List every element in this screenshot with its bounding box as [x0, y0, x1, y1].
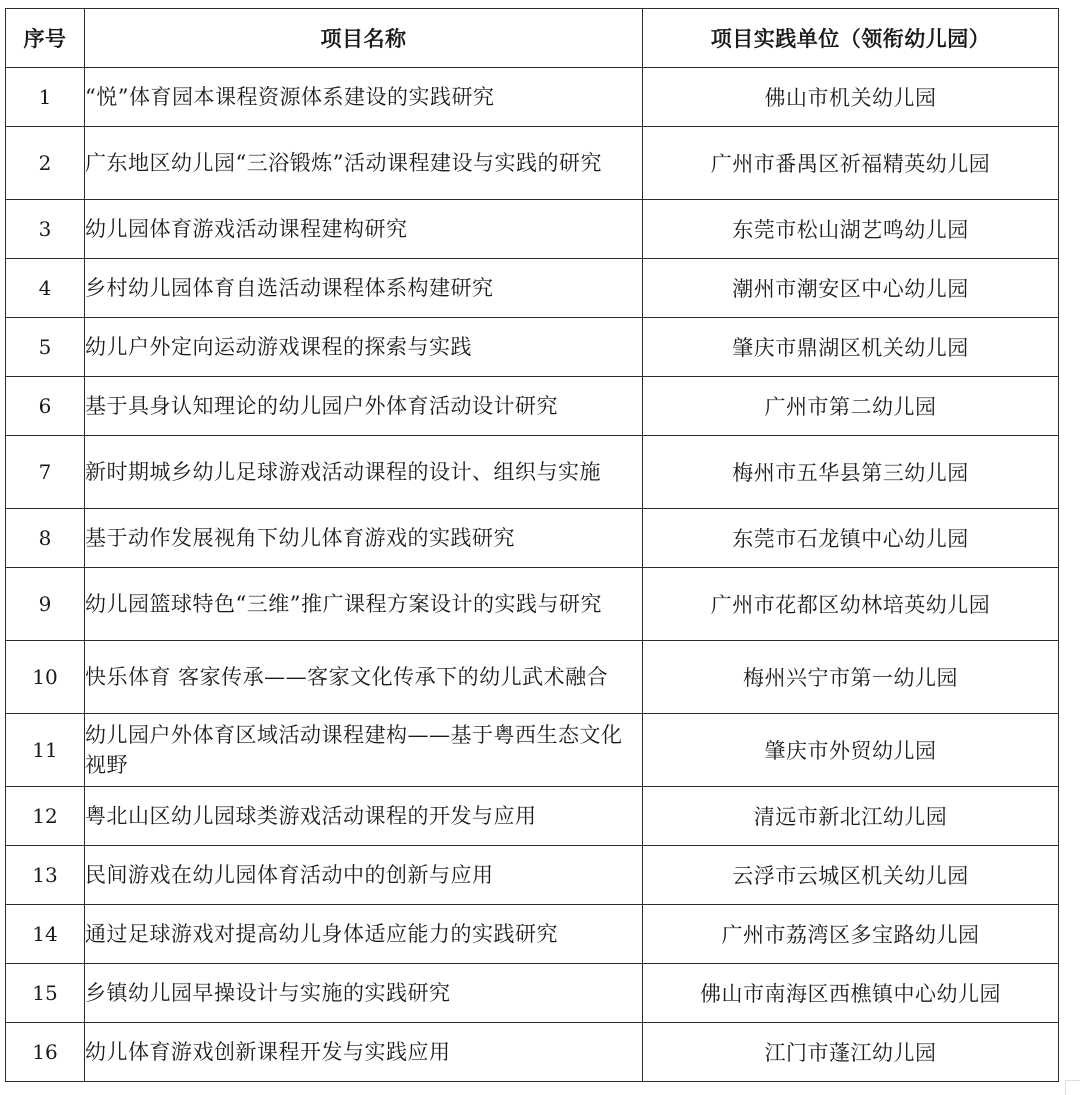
project-name-cell: 通过足球游戏对提高幼儿身体适应能力的实践研究 [85, 905, 643, 964]
table-row [6, 200, 1059, 259]
practice-unit-cell: 云浮市云城区机关幼儿园 [643, 846, 1059, 905]
project-name-cell: 幼儿园篮球特色“三维”推广课程方案设计的实践与研究 [85, 568, 643, 641]
table-row [6, 377, 1059, 436]
project-name-cell: 广东地区幼儿园“三浴锻炼”活动课程建设与实践的研究 [85, 127, 643, 200]
table-row [6, 846, 1059, 905]
table-row [6, 127, 1059, 200]
practice-unit-cell: 广州市花都区幼林培英幼儿园 [643, 568, 1059, 641]
project-name-cell: 幼儿户外定向运动游戏课程的探索与实践 [85, 318, 643, 377]
table-body [6, 68, 1059, 1082]
project-name-cell: “悦”体育园本课程资源体系建设的实践研究 [85, 68, 643, 127]
practice-unit-cell: 梅州市五华县第三幼儿园 [643, 436, 1059, 509]
row-number-cell: 16 [6, 1023, 85, 1082]
table-header-row [6, 9, 1059, 68]
row-number-cell: 4 [6, 259, 85, 318]
table-row [6, 905, 1059, 964]
row-number-cell: 13 [6, 846, 85, 905]
practice-unit-cell: 东莞市松山湖艺鸣幼儿园 [643, 200, 1059, 259]
practice-unit-cell: 广州市第二幼儿园 [643, 377, 1059, 436]
practice-unit-cell: 梅州兴宁市第一幼儿园 [643, 641, 1059, 714]
table-row [6, 787, 1059, 846]
row-number-cell: 5 [6, 318, 85, 377]
row-number-cell: 2 [6, 127, 85, 200]
project-name-cell: 粤北山区幼儿园球类游戏活动课程的开发与应用 [85, 787, 643, 846]
project-name-cell: 新时期城乡幼儿足球游戏活动课程的设计、组织与实施 [85, 436, 643, 509]
row-number-cell: 12 [6, 787, 85, 846]
practice-unit-cell: 肇庆市鼎湖区机关幼儿园 [643, 318, 1059, 377]
practice-unit-cell: 清远市新北江幼儿园 [643, 787, 1059, 846]
practice-unit-cell: 佛山市机关幼儿园 [643, 68, 1059, 127]
table-row [6, 318, 1059, 377]
page-corner-mark [1065, 1080, 1080, 1095]
row-number-cell: 8 [6, 509, 85, 568]
table-row [6, 68, 1059, 127]
row-number-cell: 14 [6, 905, 85, 964]
table-row [6, 964, 1059, 1023]
row-number-cell: 15 [6, 964, 85, 1023]
practice-unit-cell: 潮州市潮安区中心幼儿园 [643, 259, 1059, 318]
project-name-cell: 民间游戏在幼儿园体育活动中的创新与应用 [85, 846, 643, 905]
row-number-cell: 10 [6, 641, 85, 714]
table-row [6, 714, 1059, 787]
practice-unit-cell: 广州市荔湾区多宝路幼儿园 [643, 905, 1059, 964]
practice-unit-cell: 江门市蓬江幼儿园 [643, 1023, 1059, 1082]
project-name-cell: 基于具身认知理论的幼儿园户外体育活动设计研究 [85, 377, 643, 436]
row-number-cell: 3 [6, 200, 85, 259]
header-no: 序号 [6, 9, 85, 68]
project-name-cell: 幼儿体育游戏创新课程开发与实践应用 [85, 1023, 643, 1082]
row-number-cell: 6 [6, 377, 85, 436]
row-number-cell: 7 [6, 436, 85, 509]
project-name-cell: 基于动作发展视角下幼儿体育游戏的实践研究 [85, 509, 643, 568]
project-name-cell: 乡村幼儿园体育自选活动课程体系构建研究 [85, 259, 643, 318]
row-number-cell: 1 [6, 68, 85, 127]
header-practice-unit: 项目实践单位（领衔幼儿园） [643, 9, 1059, 68]
table-row [6, 568, 1059, 641]
practice-unit-cell: 肇庆市外贸幼儿园 [643, 714, 1059, 787]
table-row [6, 1023, 1059, 1082]
practice-unit-cell: 佛山市南海区西樵镇中心幼儿园 [643, 964, 1059, 1023]
row-number-cell: 11 [6, 714, 85, 787]
header-project-name: 项目名称 [85, 9, 643, 68]
project-name-cell: 快乐体育 客家传承——客家文化传承下的幼儿武术融合 [85, 641, 643, 714]
table-row [6, 641, 1059, 714]
table-row [6, 436, 1059, 509]
project-name-cell: 乡镇幼儿园早操设计与实施的实践研究 [85, 964, 643, 1023]
project-table [5, 8, 1059, 1082]
practice-unit-cell: 东莞市石龙镇中心幼儿园 [643, 509, 1059, 568]
table-row [6, 509, 1059, 568]
project-name-cell: 幼儿园体育游戏活动课程建构研究 [85, 200, 643, 259]
practice-unit-cell: 广州市番禺区祈福精英幼儿园 [643, 127, 1059, 200]
table-row [6, 259, 1059, 318]
row-number-cell: 9 [6, 568, 85, 641]
project-name-cell: 幼儿园户外体育区域活动课程建构——基于粤西生态文化视野 [85, 714, 643, 787]
